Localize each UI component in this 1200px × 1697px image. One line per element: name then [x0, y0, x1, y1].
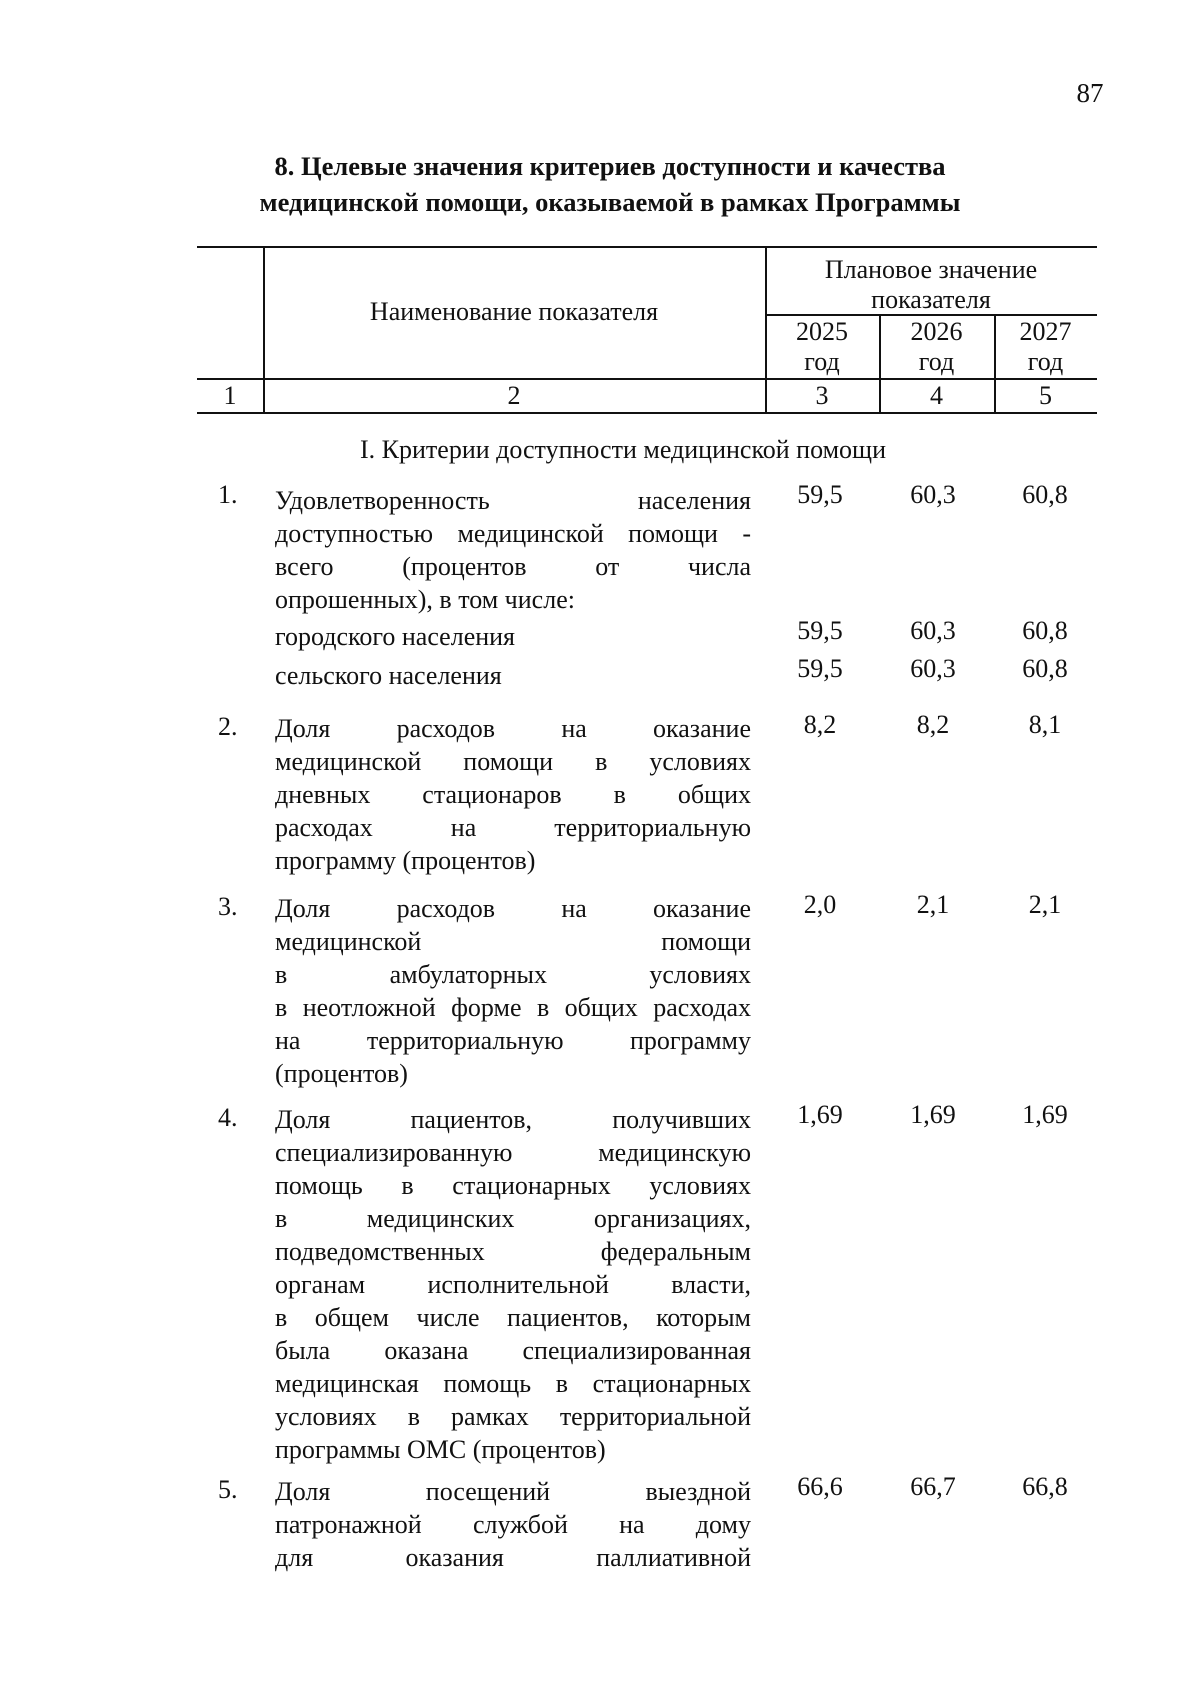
- value-2026: 66,7: [910, 1472, 956, 1501]
- indicator-line: расходах на территориальную: [275, 813, 751, 842]
- value-2026: 8,2: [916, 710, 950, 739]
- indicator-name: [275, 484, 751, 616]
- value-2027: 60,8: [1022, 654, 1068, 683]
- value-2026: 1,69: [910, 1100, 956, 1129]
- value-2026: 60,3: [910, 480, 956, 509]
- value-2025: 8,2: [803, 710, 837, 739]
- indicator-line: программы ОМС (процентов): [275, 1435, 606, 1464]
- value-2026: 2,1: [916, 890, 950, 919]
- indicator-line: подведомственных федеральным: [275, 1237, 751, 1266]
- plan-header-line-2: показателя: [871, 285, 991, 314]
- indicator-line: специализированную медицинскую: [275, 1138, 751, 1167]
- page-number: 87: [1076, 78, 1104, 108]
- indicator-name: [275, 1103, 751, 1466]
- row-number: 2.: [218, 712, 238, 741]
- indicator-line: патронажной службой на дому: [275, 1510, 751, 1539]
- indicator-line: была оказана специализированная: [275, 1336, 751, 1365]
- section-title: I. Критерии доступности медицинской помощи: [360, 435, 886, 464]
- table-header: [197, 246, 1097, 414]
- indicator-line: условиях в рамках территориальной: [275, 1402, 751, 1431]
- value-2027: 60,8: [1022, 480, 1068, 509]
- year-2025-unit: год: [804, 347, 840, 376]
- value-2025: 59,5: [797, 616, 843, 645]
- indicator-line: медицинская помощь в стационарных: [275, 1369, 751, 1398]
- indicator-line: в медицинских организациях,: [275, 1204, 751, 1233]
- value-2027: 2,1: [1028, 890, 1062, 919]
- year-2027: 2027: [1019, 317, 1072, 346]
- year-2027-unit: год: [1027, 347, 1064, 376]
- row-number: 1.: [218, 480, 238, 509]
- indicator-line: медицинской помощи: [275, 927, 751, 956]
- value-2025: 59,5: [797, 480, 843, 509]
- indicator-name: [275, 712, 751, 877]
- value-2027: 8,1: [1028, 710, 1062, 739]
- indicator-line: Доля расходов на оказание: [275, 894, 751, 923]
- col-name-header: Наименование показателя: [369, 297, 659, 326]
- value-2025: 1,69: [797, 1100, 843, 1129]
- col-number-3: 3: [815, 381, 829, 410]
- indicator-line: органам исполнительной власти,: [275, 1270, 751, 1299]
- sub-indicator-name: сельского населения: [275, 661, 502, 690]
- indicator-line: Доля посещений выездной: [275, 1477, 751, 1506]
- value-2027: 60,8: [1022, 616, 1068, 645]
- indicator-line: в общем числе пациентов, которым: [275, 1303, 751, 1332]
- value-2027: 66,8: [1022, 1472, 1068, 1501]
- value-2027: 1,69: [1022, 1100, 1068, 1129]
- year-2025: 2025: [796, 317, 848, 346]
- indicator-name: [275, 1475, 751, 1574]
- row-number: 4.: [218, 1103, 238, 1132]
- document-title: [230, 148, 990, 220]
- sub-indicator-name: городского населения: [275, 622, 516, 651]
- indicator-line: доступностью медицинской помощи -: [275, 519, 751, 548]
- plan-header-line-1: Плановое значение: [824, 255, 1038, 284]
- title-line-1: 8. Целевые значения критериев доступности и качества: [274, 151, 946, 181]
- colnum-bottom-border: [197, 412, 1097, 414]
- value-2026: 60,3: [910, 616, 956, 645]
- indicator-line: в неотложной форме в общих расходах: [275, 993, 751, 1022]
- col-number-5: 5: [1039, 381, 1052, 410]
- indicator-line: дневных стационаров в общих: [275, 780, 751, 809]
- indicator-name: [275, 892, 751, 1090]
- indicator-line: в амбулаторных условиях: [275, 960, 751, 989]
- year-2026: 2026: [910, 317, 963, 346]
- indicator-line: для оказания паллиативной: [275, 1543, 751, 1572]
- row-number: 3.: [218, 892, 238, 921]
- indicator-line: программу (процентов): [275, 846, 536, 875]
- indicator-line: на территориальную программу: [275, 1026, 751, 1055]
- col-number-1: 1: [223, 381, 237, 410]
- indicator-line: Доля расходов на оказание: [275, 714, 751, 743]
- col-number-4: 4: [930, 381, 943, 410]
- title-line-2: медицинской помощи, оказываемой в рамках Программы: [259, 187, 961, 217]
- indicator-line: (процентов): [275, 1059, 408, 1088]
- indicator-line: Доля пациентов, получивших: [275, 1105, 751, 1134]
- col-number-2: 2: [507, 381, 521, 410]
- year-2026-unit: год: [918, 347, 955, 376]
- indicator-line: помощь в стационарных условиях: [275, 1171, 751, 1200]
- indicator-line: опрошенных), в том числе:: [275, 585, 575, 614]
- header-top-border: [197, 246, 1097, 248]
- value-2026: 60,3: [910, 654, 956, 683]
- value-2025: 2,0: [803, 890, 837, 919]
- indicator-line: всего (процентов от числа: [275, 552, 751, 581]
- indicator-line: Удовлетворенность населения: [275, 486, 751, 515]
- value-2025: 59,5: [797, 654, 843, 683]
- row-number: 5.: [218, 1475, 238, 1504]
- indicator-line: медицинской помощи в условиях: [275, 747, 751, 776]
- value-2025: 66,6: [797, 1472, 843, 1501]
